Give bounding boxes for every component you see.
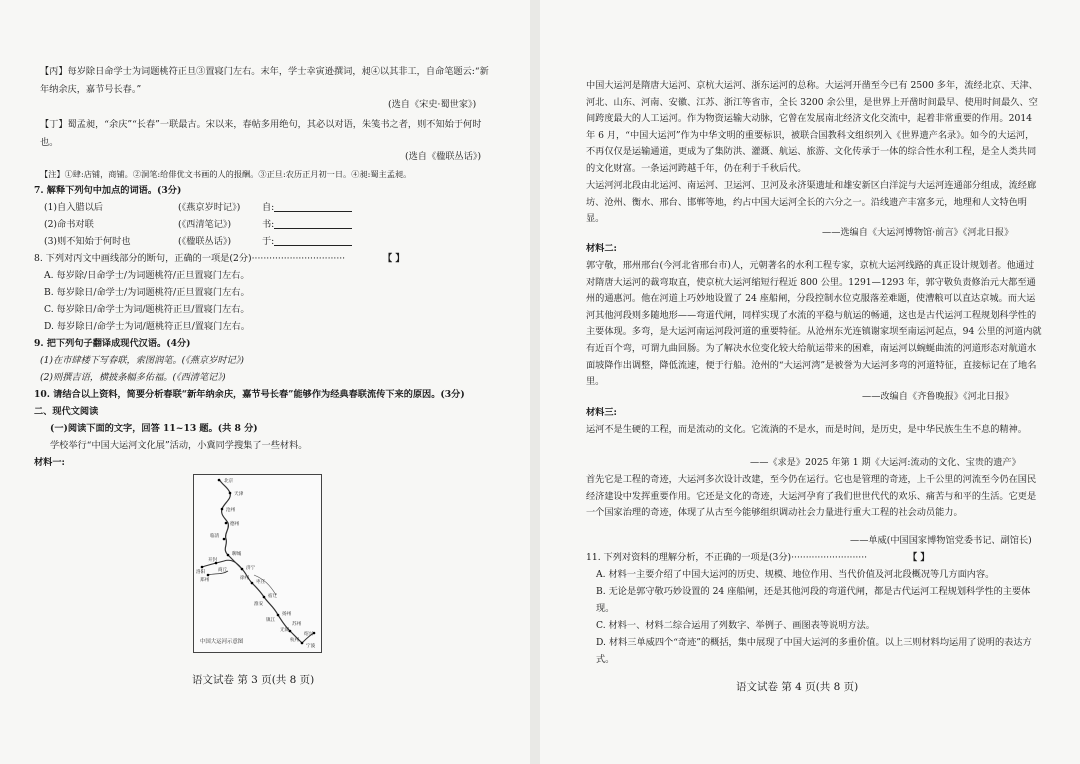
map-label: 沧州 bbox=[226, 508, 236, 513]
notes: 【注】①肆:店铺，商铺。②洞笔:给俳优文书画的人的报酬。③正旦:农历正月初一日。④昶:蜀主孟昶。 bbox=[40, 169, 412, 179]
map-label: 镇江 bbox=[266, 618, 276, 623]
q7-item-text: (1)自入腊以后 bbox=[44, 202, 103, 213]
answer-blank[interactable] bbox=[274, 235, 352, 246]
right-page bbox=[540, 0, 1080, 764]
q9-title: 9. 把下列句子翻译成现代汉语。(4分) bbox=[34, 338, 191, 349]
passage-ding-source: (选自《楹联丛话》) bbox=[405, 151, 482, 162]
map-label: 临清 bbox=[210, 534, 220, 539]
map-label: 宁波 bbox=[306, 644, 316, 649]
answer-blank[interactable] bbox=[274, 201, 352, 212]
grand-canal-map bbox=[193, 474, 322, 653]
material-one-label: 材料一: bbox=[34, 457, 65, 468]
q7-item-text: (2)命书对联 bbox=[44, 219, 94, 230]
map-label: 北京 bbox=[224, 479, 234, 484]
subsection-heading: (一)阅读下面的文字，回答 11~13 题。(共 8 分) bbox=[50, 423, 258, 434]
q9-item: (2)则撰吉语，横披条幅多佑福。(《西清笔记》) bbox=[40, 372, 226, 383]
q7-item-source: (《西清笔记》) bbox=[178, 219, 232, 230]
material-one-paragraph: 中国大运河是隋唐大运河、京杭大运河、浙东运河的总称。大运河开凿至今已有 2500 多年，流经北京、天津、河北、山东、河南、安徽、江苏、浙江等省市，全长 3200 余公里，是世界上开凿时间最早、使用时间最久、空间跨度最大的人工运河。作为物资运输大动脉，它曾在发展南北经济文化交流中，起着非常重要的作用。2014 年 6 月，“中国大运河”作为中华文明的重要标识，被联合国教科文组织列入《世界遗产名录》。如今的大运河，不再仅仅是运输通道，更成为了集防洪、灌溉、航运、旅游、文化传承于一体的综合性水利工程，是全人类共同的文化财富。一条运河跨越千年，仍在利于千秋后代。 bbox=[586, 80, 1038, 174]
q7-item-word: 于: bbox=[262, 235, 352, 249]
q9-item: (1)在市肆楼下写春联，索图润笔。(《燕京岁时记》) bbox=[40, 355, 244, 366]
q7-item-source: (《燕京岁时记》) bbox=[178, 202, 241, 213]
q11-option: B. 无论是郭守敬巧妙设置的 24 座船闸，还是其他河段的弯道代闸，都是古代运河工程规划科学性的主要体现。 bbox=[596, 586, 1031, 614]
material-one-paragraph: 大运河河北段由北运河、南运河、卫运河、卫河及永济渠遗址和雄安新区白洋淀与大运河连通部分组成，流经廊坊、沧州、衡水、邢台、邯郸等地，约占中国大运河全长的六分之一。沿线遗产丰富多元，地理和人文特色明显。 bbox=[586, 180, 1037, 225]
map-label: 济宁 bbox=[246, 566, 256, 571]
passage-bing-source: (选自《宋史·蜀世家》) bbox=[388, 99, 477, 110]
material-source: ——改编自《齐鲁晚报》《河北日报》 bbox=[862, 391, 1014, 402]
q11-answer-bracket[interactable]: 【 】 bbox=[908, 552, 930, 563]
q11-option: A. 材料一主要介绍了中国大运河的历史、规模、地位作用、当代价值及河北段概况等几方面内容。 bbox=[596, 569, 995, 580]
q8-option: A. 每岁除/日命学士/为词题桃符/正旦置寝门左右。 bbox=[44, 270, 250, 281]
map-label: 扬州 bbox=[282, 612, 292, 617]
map-label: 枣庄 bbox=[256, 580, 266, 585]
map-label: 绍兴 bbox=[304, 632, 314, 637]
map-title: 中国大运河示意图 bbox=[200, 639, 244, 645]
q7-item-text: (3)则不知始于何时也 bbox=[44, 236, 131, 247]
left-page bbox=[0, 0, 530, 764]
q7-item-word: 自: bbox=[262, 201, 352, 215]
material-source: ——单威(中国国家博物馆党委书记、副馆长) bbox=[850, 535, 1032, 546]
material-two-paragraph: 郭守敬，邢州邢台(今河北省邢台市)人，元朝著名的水利工程专家，京杭大运河线路的真正设计规划者。他通过对隋唐大运河的裁弯取直，使京杭大运河缩短行程近 800 公里。1291—1293 年，郭守敬负责修治元大都至通州的通惠河。他在河道上巧妙地设置了 24 座船闸，分段控制水位克服落差难题，使漕粮可以直达京城。而大运河其他河段则多随地形——弯道代闸，同样实现了水流的平稳与航运的畅通，这也是古代运河工程规划科学性的主要体现。多弯，是大运河南运河段河道的重要特征。从沧州东光连镇谢家坝至南运河起点，94 公里的河道内就有近百个弯，可谓九曲回肠。为了解决水位变化较大给航运带来的困难，南运河以蜿蜒曲流的河道形态对航道水面坡降作出调整，降低流速，便于行船。沧州的“大运河湾”是被誉为大运河多弯的河道特征，直接标记在了地名里。 bbox=[586, 260, 1042, 388]
map-label: 宿迁 bbox=[268, 594, 278, 599]
q7-title: 7. 解释下列句中加点的词语。(3分) bbox=[34, 185, 182, 196]
q11-option: C. 材料一、材料二综合运用了列数字、举例子、画图表等说明方法。 bbox=[596, 620, 875, 631]
q7-item-source: (《楹联丛话》) bbox=[178, 236, 232, 247]
q8-option: C. 每岁除日/命学士为词/题桃符正旦/置寝门左右。 bbox=[44, 304, 250, 315]
q8-answer-bracket[interactable]: 【 】 bbox=[383, 253, 405, 264]
page-footer: 语文试卷 第 3 页(共 8 页) bbox=[192, 674, 315, 686]
q8-option: B. 每岁除日/命学士/为词题桃符/正旦置寝门左右。 bbox=[44, 287, 250, 298]
answer-blank[interactable] bbox=[274, 218, 352, 229]
page-gutter bbox=[530, 0, 540, 764]
map-label: 天津 bbox=[234, 492, 244, 497]
map-label: 开封 bbox=[208, 558, 218, 563]
map-label: 聊城 bbox=[232, 552, 242, 557]
q10-title: 10. 请结合以上资料，简要分析春联“新年纳余庆，嘉节号长春”能够作为经典春联流传下来的原因。(3分) bbox=[34, 389, 465, 400]
material-three-paragraph: 首先它是工程的奇迹，大运河多次设计改建，至今仍在运行。它也是管理的奇迹，上千公里的河流至今仍在国民经济建设中发挥重要作用。它还是文化的奇迹，大运河孕育了我们世世代代的欢乐、痛苦与和平的生活。它更是一个国家治理的奇迹，体现了从古至今能够组织调动社会力量进行重大工程的社会动员能力。 bbox=[586, 474, 1037, 519]
map-label: 徐州 bbox=[240, 576, 250, 581]
map-label: 商丘 bbox=[218, 568, 228, 573]
page-footer: 语文试卷 第 4 页(共 8 页) bbox=[736, 681, 859, 693]
material-three-label: 材料三: bbox=[586, 407, 617, 418]
section-heading: 二、现代文阅读 bbox=[34, 406, 99, 417]
q8-option: D. 每岁除日/命学士为词/题桃符正旦/置寝门左右。 bbox=[44, 321, 250, 332]
map-figure bbox=[194, 475, 321, 652]
intro-text: 学校举行“中国大运河文化展”活动，小冀同学搜集了一些材料。 bbox=[50, 440, 308, 451]
passage-ding: 【丁】蜀孟昶，“余庆”“长春”一联最古。宋以来，春帖多用绝句，其必以对语，朱笺书之者，则不知始于何时也。 bbox=[40, 119, 482, 148]
map-label: 杭州 bbox=[290, 638, 300, 643]
q7-item-word: 书: bbox=[262, 218, 352, 232]
q8-title: 8. 下列对丙文中画线部分的断句，正确的一项是(2分)································ bbox=[34, 253, 346, 264]
material-two-label: 材料二: bbox=[586, 243, 617, 254]
material-source: ——《求是》2025 年第 1 期《大运河:流动的文化、宝贵的遗产》 bbox=[750, 457, 1021, 468]
q11-option: D. 材料三单威四个“奇迹”的概括，集中展现了中国大运河的多重价值。以上三则材料均运用了说明的表达方式。 bbox=[596, 637, 1032, 665]
material-three-paragraph: 运河不是生硬的工程，而是流动的文化。它流淌的不是水，而是时间，是历史，是中华民族生生不息的精神。 bbox=[586, 424, 1027, 435]
map-label: 洛阳 bbox=[196, 570, 206, 575]
q11-title: 11. 下列对资料的理解分析，不正确的一项是(3分)·························· bbox=[586, 552, 868, 563]
material-source: ——选编自《大运河博物馆·前言》《河北日报》 bbox=[822, 227, 1014, 238]
map-label: 无锡 bbox=[280, 628, 290, 633]
map-label: 郑州 bbox=[200, 578, 210, 583]
map-label: 德州 bbox=[230, 522, 240, 527]
map-label: 苏州 bbox=[292, 622, 302, 627]
map-label: 淮安 bbox=[254, 602, 264, 607]
passage-bing: 【丙】每岁除日命学士为词题桃符正旦③置寝门左右。末年，学士幸寅逊撰词，昶④以其非工，自命笔题云:“新年纳余庆，嘉节号长春。” bbox=[40, 66, 489, 95]
